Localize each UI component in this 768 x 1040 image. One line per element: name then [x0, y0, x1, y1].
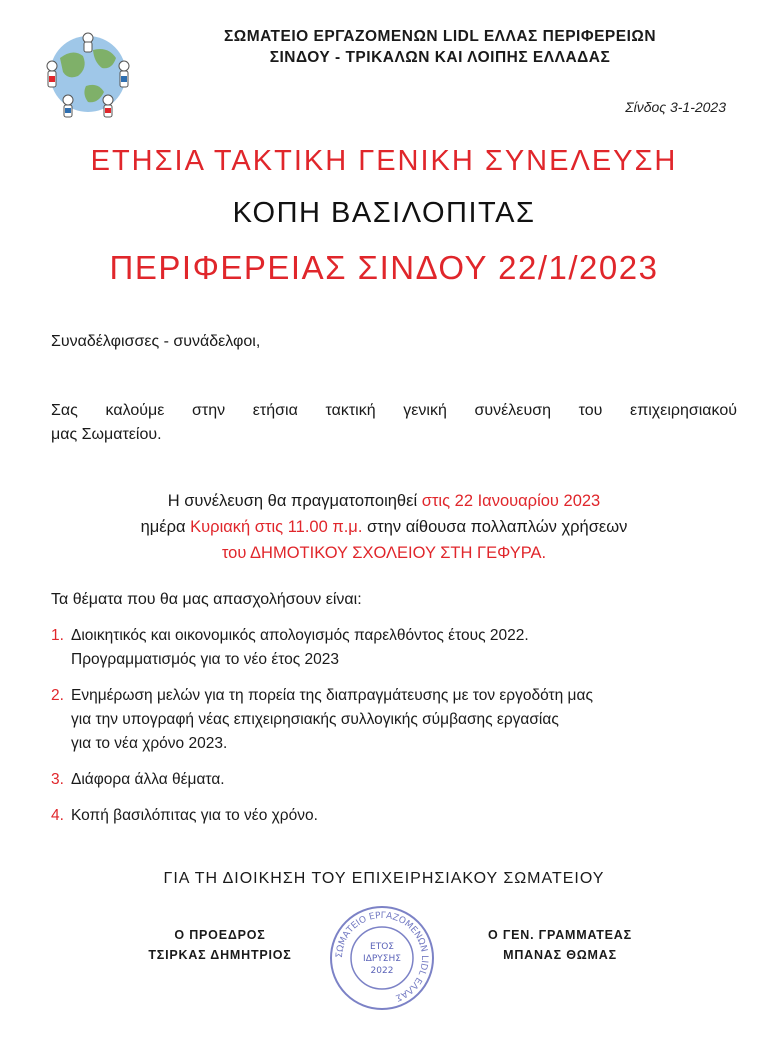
invitation-line-2: μας Σωματείου.: [51, 426, 162, 443]
globe-people-logo: [38, 28, 138, 120]
invitation-paragraph: [51, 399, 737, 447]
greeting: Συναδέλφισσες - συνάδελφοι,: [51, 333, 261, 350]
list-item-number: 1.: [51, 627, 64, 644]
meeting-text-a: Η συνέλευση θα πραγματοποιηθεί: [167, 492, 422, 510]
list-item: [51, 624, 731, 672]
topics-intro: Τα θέματα που θα μας απασχολήσουν είναι:: [51, 591, 362, 608]
secretary-name: ΜΠΑΝΑΣ ΘΩΜΑΣ: [503, 948, 617, 962]
organization-name: [160, 26, 720, 68]
signature-secretary: [460, 925, 660, 965]
organization-line-2: ΣΙΝΔΟΥ - ΤΡΙΚΑΛΩΝ ΚΑΙ ΛΟΙΠΗΣ ΕΛΛΑΔΑΣ: [269, 49, 611, 66]
list-item-number: 4.: [51, 807, 64, 824]
list-item-line: Κοπή βασιλόπιτας για το νέο χρόνο.: [71, 807, 318, 824]
meeting-day-time: Κυριακή στις 11.00 π.μ.: [190, 518, 363, 536]
stamp-center-line-3: 2022: [370, 966, 394, 976]
list-item-line: για την υπογραφή νέας επιχειρησιακής συλλογικής σύμβασης εργασίας: [71, 711, 559, 728]
meeting-venue: του ΔΗΜΟΤΙΚΟΥ ΣΧΟΛΕΙΟΥ ΣΤΗ ΓΕΦΥΡΑ.: [221, 544, 547, 562]
union-stamp: [328, 904, 436, 1012]
list-item: [51, 684, 731, 756]
title-assembly: ΕΤΗΣΙΑ ΤΑΚΤΙΚΗ ΓΕΝΙΚΗ ΣΥΝΕΛΕΥΣΗ: [90, 145, 678, 177]
president-name: ΤΣΙΡΚΑΣ ΔΗΜΗΤΡΙΟΣ: [148, 948, 292, 962]
title-region-date: ΠΕΡΙΦΕΡΕΙΑΣ ΣΙΝΔΟΥ 22/1/2023: [109, 249, 659, 286]
meeting-date: στις 22 Ιανουαρίου 2023: [421, 492, 601, 510]
organization-line-1: ΣΩΜΑΤΕΙΟ ΕΡΓΑΖΟΜΕΝΩΝ LIDL ΕΛΛΑΣ ΠΕΡΙΦΕΡΕΙΩΝ: [223, 28, 657, 45]
list-item: [51, 768, 731, 792]
stamp-center-line-2: ΙΔΡΥΣΗΣ: [363, 954, 401, 964]
meeting-text-c: ημέρα: [140, 518, 191, 536]
list-item-line: Διοικητικός και οικονομικός απολογισμός παρελθόντος έτους 2022.: [71, 627, 529, 644]
signature-president: [120, 925, 320, 965]
list-item-number: 3.: [51, 771, 64, 788]
president-role: Ο ΠΡΟΕΔΡΟΣ: [174, 928, 266, 942]
list-item-line: Διάφορα άλλα θέματα.: [71, 771, 225, 788]
stamp-ring-text: ΣΩΜΑΤΕΙΟ ΕΡΓΑΖΟΜΕΝΩΝ LIDL ΕΛΛΑΣ: [334, 910, 430, 1003]
meeting-details: [40, 488, 728, 566]
list-item-line: Προγραμματισμός για το νέο έτος 2023: [71, 651, 340, 668]
document-date: Σίνδος 3-1-2023: [625, 99, 726, 115]
secretary-role: Ο ΓΕΝ. ΓΡΑΜΜΑΤΕΑΣ: [488, 928, 632, 942]
meeting-text-e: στην αίθουσα πολλαπλών χρήσεων: [362, 518, 628, 536]
footer-title: ΓΙΑ ΤΗ ΔΙΟΙΚΗΣΗ ΤΟΥ ΕΠΙΧΕΙΡΗΣΙΑΚΟΥ ΣΩΜΑΤΕΙΟΥ: [163, 870, 605, 887]
stamp-center-line-1: ΕΤΟΣ: [370, 942, 394, 952]
list-item-number: 2.: [51, 687, 64, 704]
list-item: [51, 804, 731, 828]
topics-list: [51, 624, 731, 840]
invitation-line-1: Σας καλούμε στην ετήσια τακτική γενική συνέλευση του επιχειρησιακού: [51, 402, 737, 419]
list-item-line: για το νέα χρόνο 2023.: [71, 735, 228, 752]
title-cake-cutting: ΚΟΠΗ ΒΑΣΙΛΟΠΙΤΑΣ: [232, 197, 536, 229]
list-item-line: Ενημέρωση μελών για τη πορεία της διαπραγμάτευσης με τον εργοδότη μας: [71, 687, 593, 704]
